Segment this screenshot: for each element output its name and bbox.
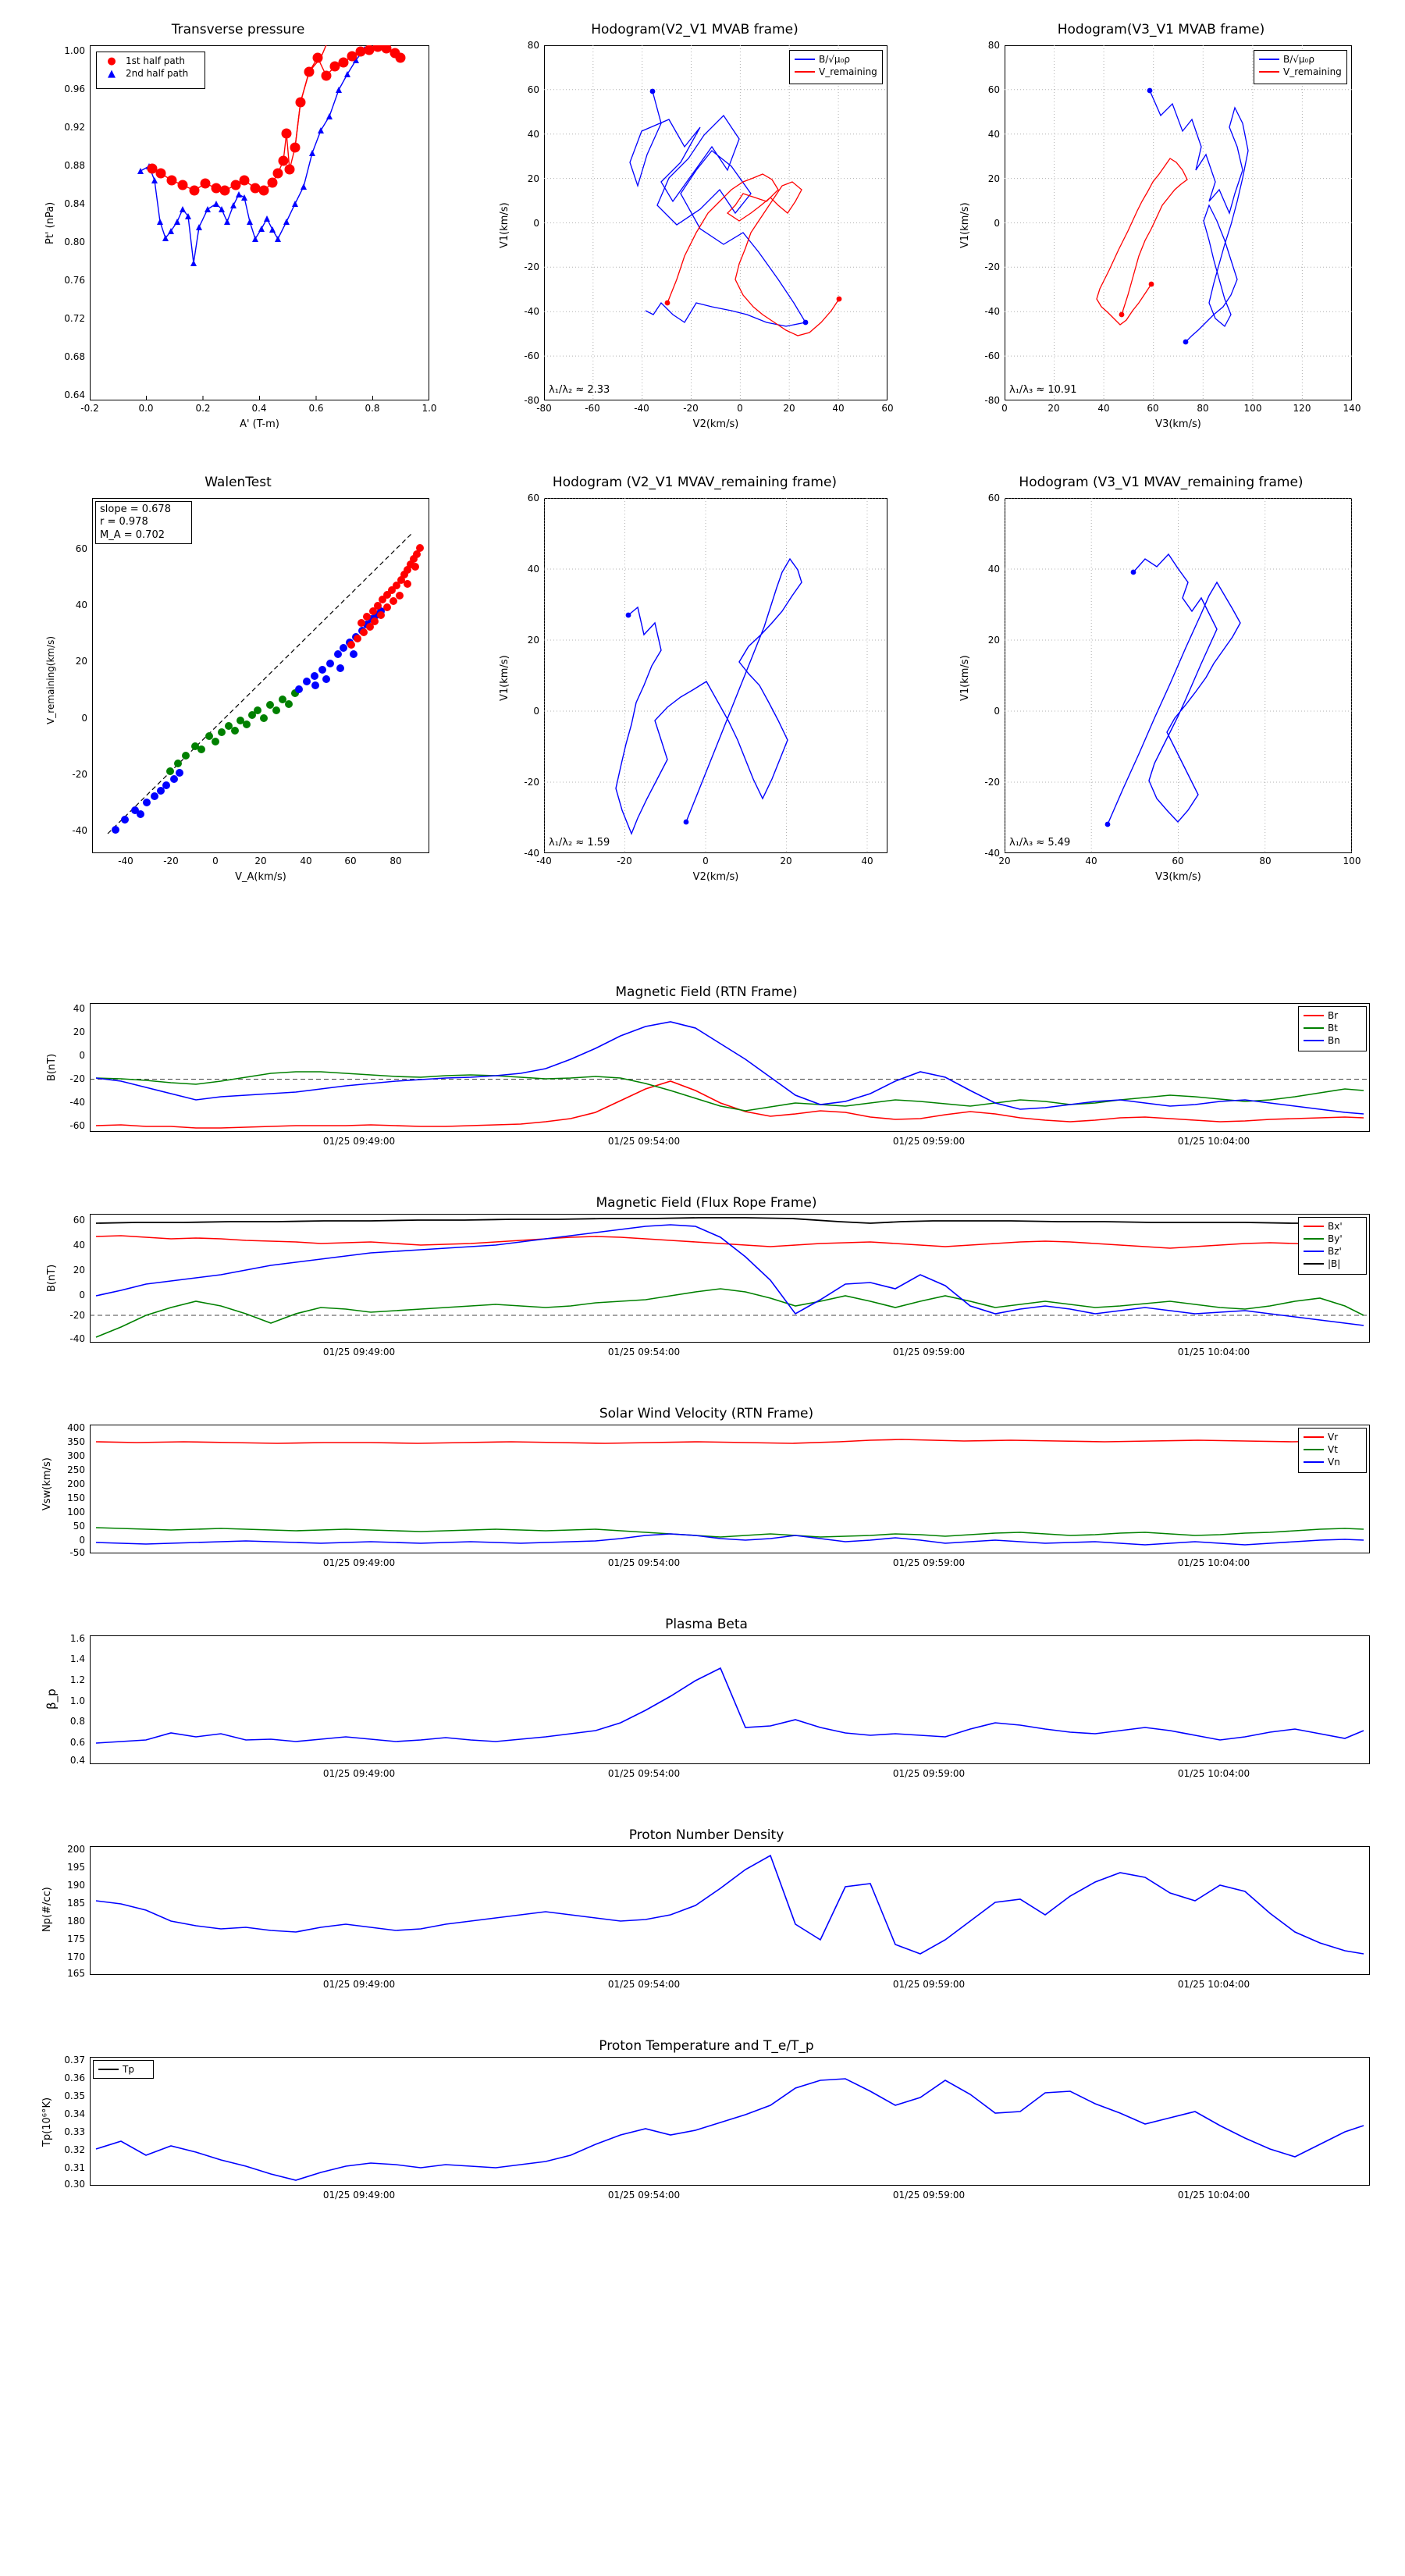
x-tick: 60 [1172,856,1184,866]
y-tick: 0.37 [64,2055,85,2065]
x-tick: 01/25 09:59:00 [892,1136,966,1147]
legend-item: Vn [1304,1456,1361,1468]
y-axis-label: V1(km/s) [499,655,510,701]
x-tick: -20 [617,856,632,866]
y-axis-label: Pt' (nPa) [44,201,56,244]
y-tick: 0.32 [64,2144,85,2155]
y-tick: 20 [527,635,539,646]
legend-item: Bz' [1304,1245,1361,1258]
x-tick: 01/25 09:59:00 [892,1979,966,1990]
y-tick: 0 [533,706,539,717]
y-tick: 195 [67,1862,85,1873]
circle-marker-icon: ● [107,55,116,67]
eigenvalue-ratio-annotation: λ₁/λ₂ ≈ 2.33 [549,384,610,396]
eigenvalue-ratio-annotation: λ₁/λ₂ ≈ 1.59 [549,837,610,849]
x-axis-label: V3(km/s) [1155,871,1201,883]
plot-area [90,1635,1370,1764]
y-tick: 0.33 [64,2126,85,2137]
x-axis-label: A' (T-m) [240,418,279,430]
x-tick: 0 [702,856,709,866]
legend-item: By' [1304,1233,1361,1245]
y-axis-label: V1(km/s) [959,655,971,701]
x-tick: 140 [1343,403,1361,414]
legend [96,52,205,89]
y-tick: 0.8 [69,1716,85,1727]
y-axis-label: V1(km/s) [959,202,971,248]
y-tick: 0 [994,706,1000,717]
legend-item: Bn [1304,1034,1361,1047]
legend-item: B/√μ₀ρ [1259,53,1342,66]
y-tick: 60 [75,543,87,554]
x-tick: 01/25 10:04:00 [1177,1347,1250,1357]
panel-hodogram-v3v1-mvav [948,476,1374,882]
x-tick: 80 [1197,403,1209,414]
plot-area [90,2057,1370,2186]
legend [1254,50,1347,84]
y-tick: 250 [67,1464,85,1475]
y-tick: 200 [67,1478,85,1489]
legend-item: |B| [1304,1258,1361,1270]
y-tick: 1.0 [69,1695,85,1706]
x-tick: 01/25 09:54:00 [607,2190,681,2201]
y-tick: 400 [67,1422,85,1433]
panel-magnetic-field-rtn [39,984,1374,1155]
eigenvalue-ratio-annotation: λ₁/λ₃ ≈ 5.49 [1009,837,1071,849]
y-tick: 185 [67,1898,85,1909]
y-tick: 1.4 [69,1653,85,1664]
x-tick: 20 [1048,403,1060,414]
y-tick: 0.88 [64,160,85,171]
walen-stats-box [95,501,192,544]
y-tick: 20 [73,1265,85,1276]
y-tick: -60 [69,1120,85,1131]
panel-magnetic-field-fluxrope [39,1195,1374,1366]
y-tick: 80 [527,40,539,51]
plot-area [90,45,429,400]
legend-item: Bt [1304,1022,1361,1034]
y-tick: 165 [67,1968,85,1979]
x-tick: -40 [536,856,552,866]
x-tick: 01/25 10:04:00 [1177,1768,1250,1779]
legend-item: Vr [1304,1431,1361,1443]
slope-value: slope = 0.678 [100,503,171,515]
y-tick: -40 [69,1333,85,1344]
x-tick: 60 [344,856,357,866]
panel-title: Hodogram(V3_V1 MVAB frame) [1057,22,1265,37]
line-swatch-icon [1304,1449,1324,1450]
y-tick: 40 [527,564,539,575]
x-tick: 0.2 [195,403,211,414]
y-tick: 0.64 [64,390,85,400]
legend-item: V_remaining [795,66,877,78]
line-swatch-icon [1259,59,1279,60]
panel-hodogram-v2v1-mvab [488,23,902,429]
line-swatch-icon [1259,71,1279,73]
y-tick: 190 [67,1880,85,1891]
y-tick: 300 [67,1450,85,1461]
x-tick: 01/25 09:54:00 [607,1768,681,1779]
y-tick: 60 [527,84,539,95]
y-tick: 50 [73,1521,85,1532]
y-tick: 0.35 [64,2090,85,2101]
x-tick: 80 [1259,856,1272,866]
line-swatch-icon [1304,1263,1324,1265]
x-axis-label: V3(km/s) [1155,418,1201,430]
x-tick: 01/25 09:54:00 [607,1557,681,1568]
plot-area [90,1003,1370,1132]
y-tick: 0.31 [64,2162,85,2173]
legend [1298,1006,1367,1051]
x-tick: 0 [212,856,219,866]
y-tick: 0.96 [64,84,85,94]
legend-item: Bx' [1304,1220,1361,1233]
y-axis-label: B(nT) [46,1264,58,1292]
x-tick: 40 [300,856,312,866]
x-tick: 0 [737,403,743,414]
y-tick: 0.6 [69,1737,85,1748]
panel-solar-wind-velocity [39,1406,1374,1577]
y-tick: 150 [67,1493,85,1503]
panel-title: Solar Wind Velocity (RTN Frame) [599,1406,814,1421]
panel-plasma-beta [39,1617,1374,1788]
x-tick: 0.0 [138,403,154,414]
line-swatch-icon [98,2069,119,2070]
legend-item: Br [1304,1009,1361,1022]
line-swatch-icon [1304,1251,1324,1252]
y-tick: 60 [987,84,1000,95]
x-tick: 20 [783,403,795,414]
eigenvalue-ratio-annotation: λ₁/λ₃ ≈ 10.91 [1009,384,1077,396]
y-tick: -20 [524,777,539,788]
line-swatch-icon [1304,1015,1324,1016]
panel-title: Transverse pressure [171,22,305,37]
y-tick: -60 [984,350,1000,361]
legend [789,50,883,84]
y-tick: 60 [527,493,539,503]
legend-item: V_remaining [1259,66,1342,78]
y-tick: 40 [73,1240,85,1251]
y-tick: 0 [79,1050,85,1061]
panel-title: Magnetic Field (Flux Rope Frame) [596,1195,817,1211]
line-swatch-icon [1304,1238,1324,1240]
y-tick: 180 [67,1916,85,1927]
panel-transverse-pressure [31,23,445,429]
x-tick: -20 [683,403,699,414]
y-tick: -40 [524,306,539,317]
line-swatch-icon [795,59,815,60]
x-tick: 40 [861,856,873,866]
y-tick: 20 [75,656,87,667]
x-tick: -0.2 [80,403,99,414]
y-tick: -40 [984,848,1000,859]
y-tick: -40 [984,306,1000,317]
y-tick: 20 [987,635,1000,646]
legend-item: Vt [1304,1443,1361,1456]
y-tick: 20 [987,173,1000,184]
legend-item: ▲ 2nd half path [101,67,200,80]
x-tick: 40 [1085,856,1097,866]
y-tick: -20 [69,1073,85,1084]
y-tick: 175 [67,1934,85,1944]
y-tick: -80 [524,395,539,406]
y-tick: 60 [987,493,1000,503]
x-tick: 01/25 09:59:00 [892,1347,966,1357]
y-tick: -20 [524,262,539,272]
panel-title: Proton Temperature and T_e/T_p [599,2038,814,2054]
x-tick: 01/25 09:54:00 [607,1347,681,1357]
x-tick: -60 [585,403,600,414]
x-tick: 01/25 09:59:00 [892,1557,966,1568]
line-swatch-icon [1304,1226,1324,1227]
panel-title: WalenTest [205,475,272,490]
x-tick: 01/25 10:04:00 [1177,2190,1250,2201]
correlation-value: r = 0.978 [100,516,148,528]
y-tick: -20 [69,1310,85,1321]
x-tick: 01/25 10:04:00 [1177,1136,1250,1147]
x-axis-label: V2(km/s) [692,871,739,883]
y-tick: -40 [72,825,87,836]
plot-area [90,1214,1370,1343]
y-tick: 0.30 [64,2179,85,2190]
plot-area [90,1846,1370,1975]
x-tick: 01/25 10:04:00 [1177,1979,1250,1990]
x-tick: 0.6 [308,403,324,414]
x-tick: 40 [832,403,845,414]
plot-area [544,498,887,853]
x-tick: 20 [780,856,792,866]
legend [1298,1217,1367,1275]
x-tick: -40 [118,856,133,866]
panel-title: Proton Number Density [628,1827,784,1843]
x-axis-label: V2(km/s) [692,418,739,430]
y-tick: 0 [79,1535,85,1546]
legend-item: ● 1st half path [101,55,200,67]
panel-title: Hodogram (V3_V1 MVAV_remaining frame) [1019,475,1304,490]
y-tick: 350 [67,1436,85,1447]
x-tick: 40 [1097,403,1110,414]
line-swatch-icon [795,71,815,73]
line-swatch-icon [1304,1461,1324,1463]
x-tick: -80 [536,403,552,414]
y-tick: -40 [69,1097,85,1108]
x-tick: -20 [163,856,179,866]
x-tick: 60 [1147,403,1159,414]
legend [1298,1428,1367,1473]
y-tick: 40 [987,129,1000,140]
y-tick: 0.34 [64,2108,85,2119]
plot-area [1005,45,1352,400]
y-tick: 0 [533,218,539,229]
x-tick: 120 [1293,403,1311,414]
y-tick: -80 [984,395,1000,406]
x-tick: 0.8 [365,403,380,414]
x-tick: 01/25 09:49:00 [322,2190,396,2201]
x-tick: 01/25 09:54:00 [607,1136,681,1147]
y-tick: 0.84 [64,198,85,209]
panel-proton-number-density [39,1827,1374,1998]
y-tick: 0.72 [64,313,85,324]
y-tick: 80 [987,40,1000,51]
panel-title: Plasma Beta [665,1617,748,1632]
x-tick: 01/25 09:59:00 [892,1768,966,1779]
y-axis-label: V1(km/s) [499,202,510,248]
x-tick: 01/25 09:49:00 [322,1979,396,1990]
y-tick: 40 [987,564,1000,575]
x-tick: 60 [881,403,894,414]
y-tick: 0.36 [64,2073,85,2083]
y-tick: 0.92 [64,122,85,133]
y-tick: 20 [527,173,539,184]
y-tick: 0 [994,218,1000,229]
x-tick: -40 [634,403,649,414]
x-tick: 100 [1243,403,1262,414]
y-tick: 1.6 [69,1633,85,1644]
panel-hodogram-v3v1-mvab [948,23,1374,429]
panel-title: Hodogram(V2_V1 MVAB frame) [591,22,799,37]
plot-area [1005,498,1352,853]
y-axis-label: Tp(10⁶°K) [41,2097,53,2147]
y-tick: 0.76 [64,275,85,286]
x-tick: 100 [1343,856,1361,866]
y-tick: 40 [527,129,539,140]
x-tick: 1.0 [422,403,437,414]
line-swatch-icon [1304,1027,1324,1029]
y-tick: 20 [73,1026,85,1037]
panel-title: Hodogram (V2_V1 MVAV_remaining frame) [552,475,838,490]
x-tick: 01/25 09:49:00 [322,1557,396,1568]
y-tick: 0.4 [69,1755,85,1766]
y-tick: -20 [72,769,87,780]
x-tick: 01/25 09:49:00 [322,1136,396,1147]
y-axis-label: B(nT) [46,1053,58,1081]
panel-title: Magnetic Field (RTN Frame) [615,984,798,1000]
x-tick: 20 [254,856,267,866]
x-tick: 01/25 09:59:00 [892,2190,966,2201]
x-tick: 01/25 10:04:00 [1177,1557,1250,1568]
y-axis-label: β_p [44,1688,59,1710]
y-tick: 40 [73,1003,85,1014]
panel-proton-temperature [39,2038,1374,2209]
walen-ratio-value: M_A = 0.702 [100,528,165,541]
x-tick: 0 [1001,403,1008,414]
y-axis-label: Vsw(km/s) [41,1457,53,1510]
y-axis-label: V_remaining(km/s) [45,635,56,724]
x-tick: 20 [998,856,1011,866]
x-axis-label: V_A(km/s) [235,871,286,883]
panel-hodogram-v2v1-mvav [488,476,902,882]
legend-item: B/√μ₀ρ [795,53,877,66]
y-tick: 0 [79,1290,85,1300]
x-tick: 01/25 09:54:00 [607,1979,681,1990]
y-tick: 0 [81,713,87,724]
y-tick: 1.00 [64,45,85,56]
x-tick: 01/25 09:49:00 [322,1347,396,1357]
y-tick: 200 [67,1844,85,1855]
y-tick: -60 [524,350,539,361]
y-tick: -50 [69,1547,85,1558]
y-tick: -20 [984,777,1000,788]
y-tick: 1.2 [69,1674,85,1685]
legend [93,2060,154,2079]
y-tick: 100 [67,1507,85,1517]
triangle-marker-icon: ▲ [108,67,116,80]
line-swatch-icon [1304,1040,1324,1041]
y-tick: -40 [524,848,539,859]
y-tick: -20 [984,262,1000,272]
y-tick: 170 [67,1952,85,1962]
y-tick: 0.68 [64,351,85,362]
line-swatch-icon [1304,1436,1324,1438]
x-tick: 80 [389,856,402,866]
plot-area [92,498,429,853]
y-axis-label: Np(#/cc) [41,1887,53,1932]
plot-area [90,1425,1370,1553]
x-tick: 01/25 09:49:00 [322,1768,396,1779]
plot-area [544,45,887,400]
y-tick: 60 [73,1215,85,1226]
y-tick: 40 [75,600,87,610]
x-tick: 0.4 [251,403,267,414]
y-tick: 0.80 [64,237,85,247]
panel-walen-test [31,476,445,882]
legend-item: Tp [98,2063,148,2076]
